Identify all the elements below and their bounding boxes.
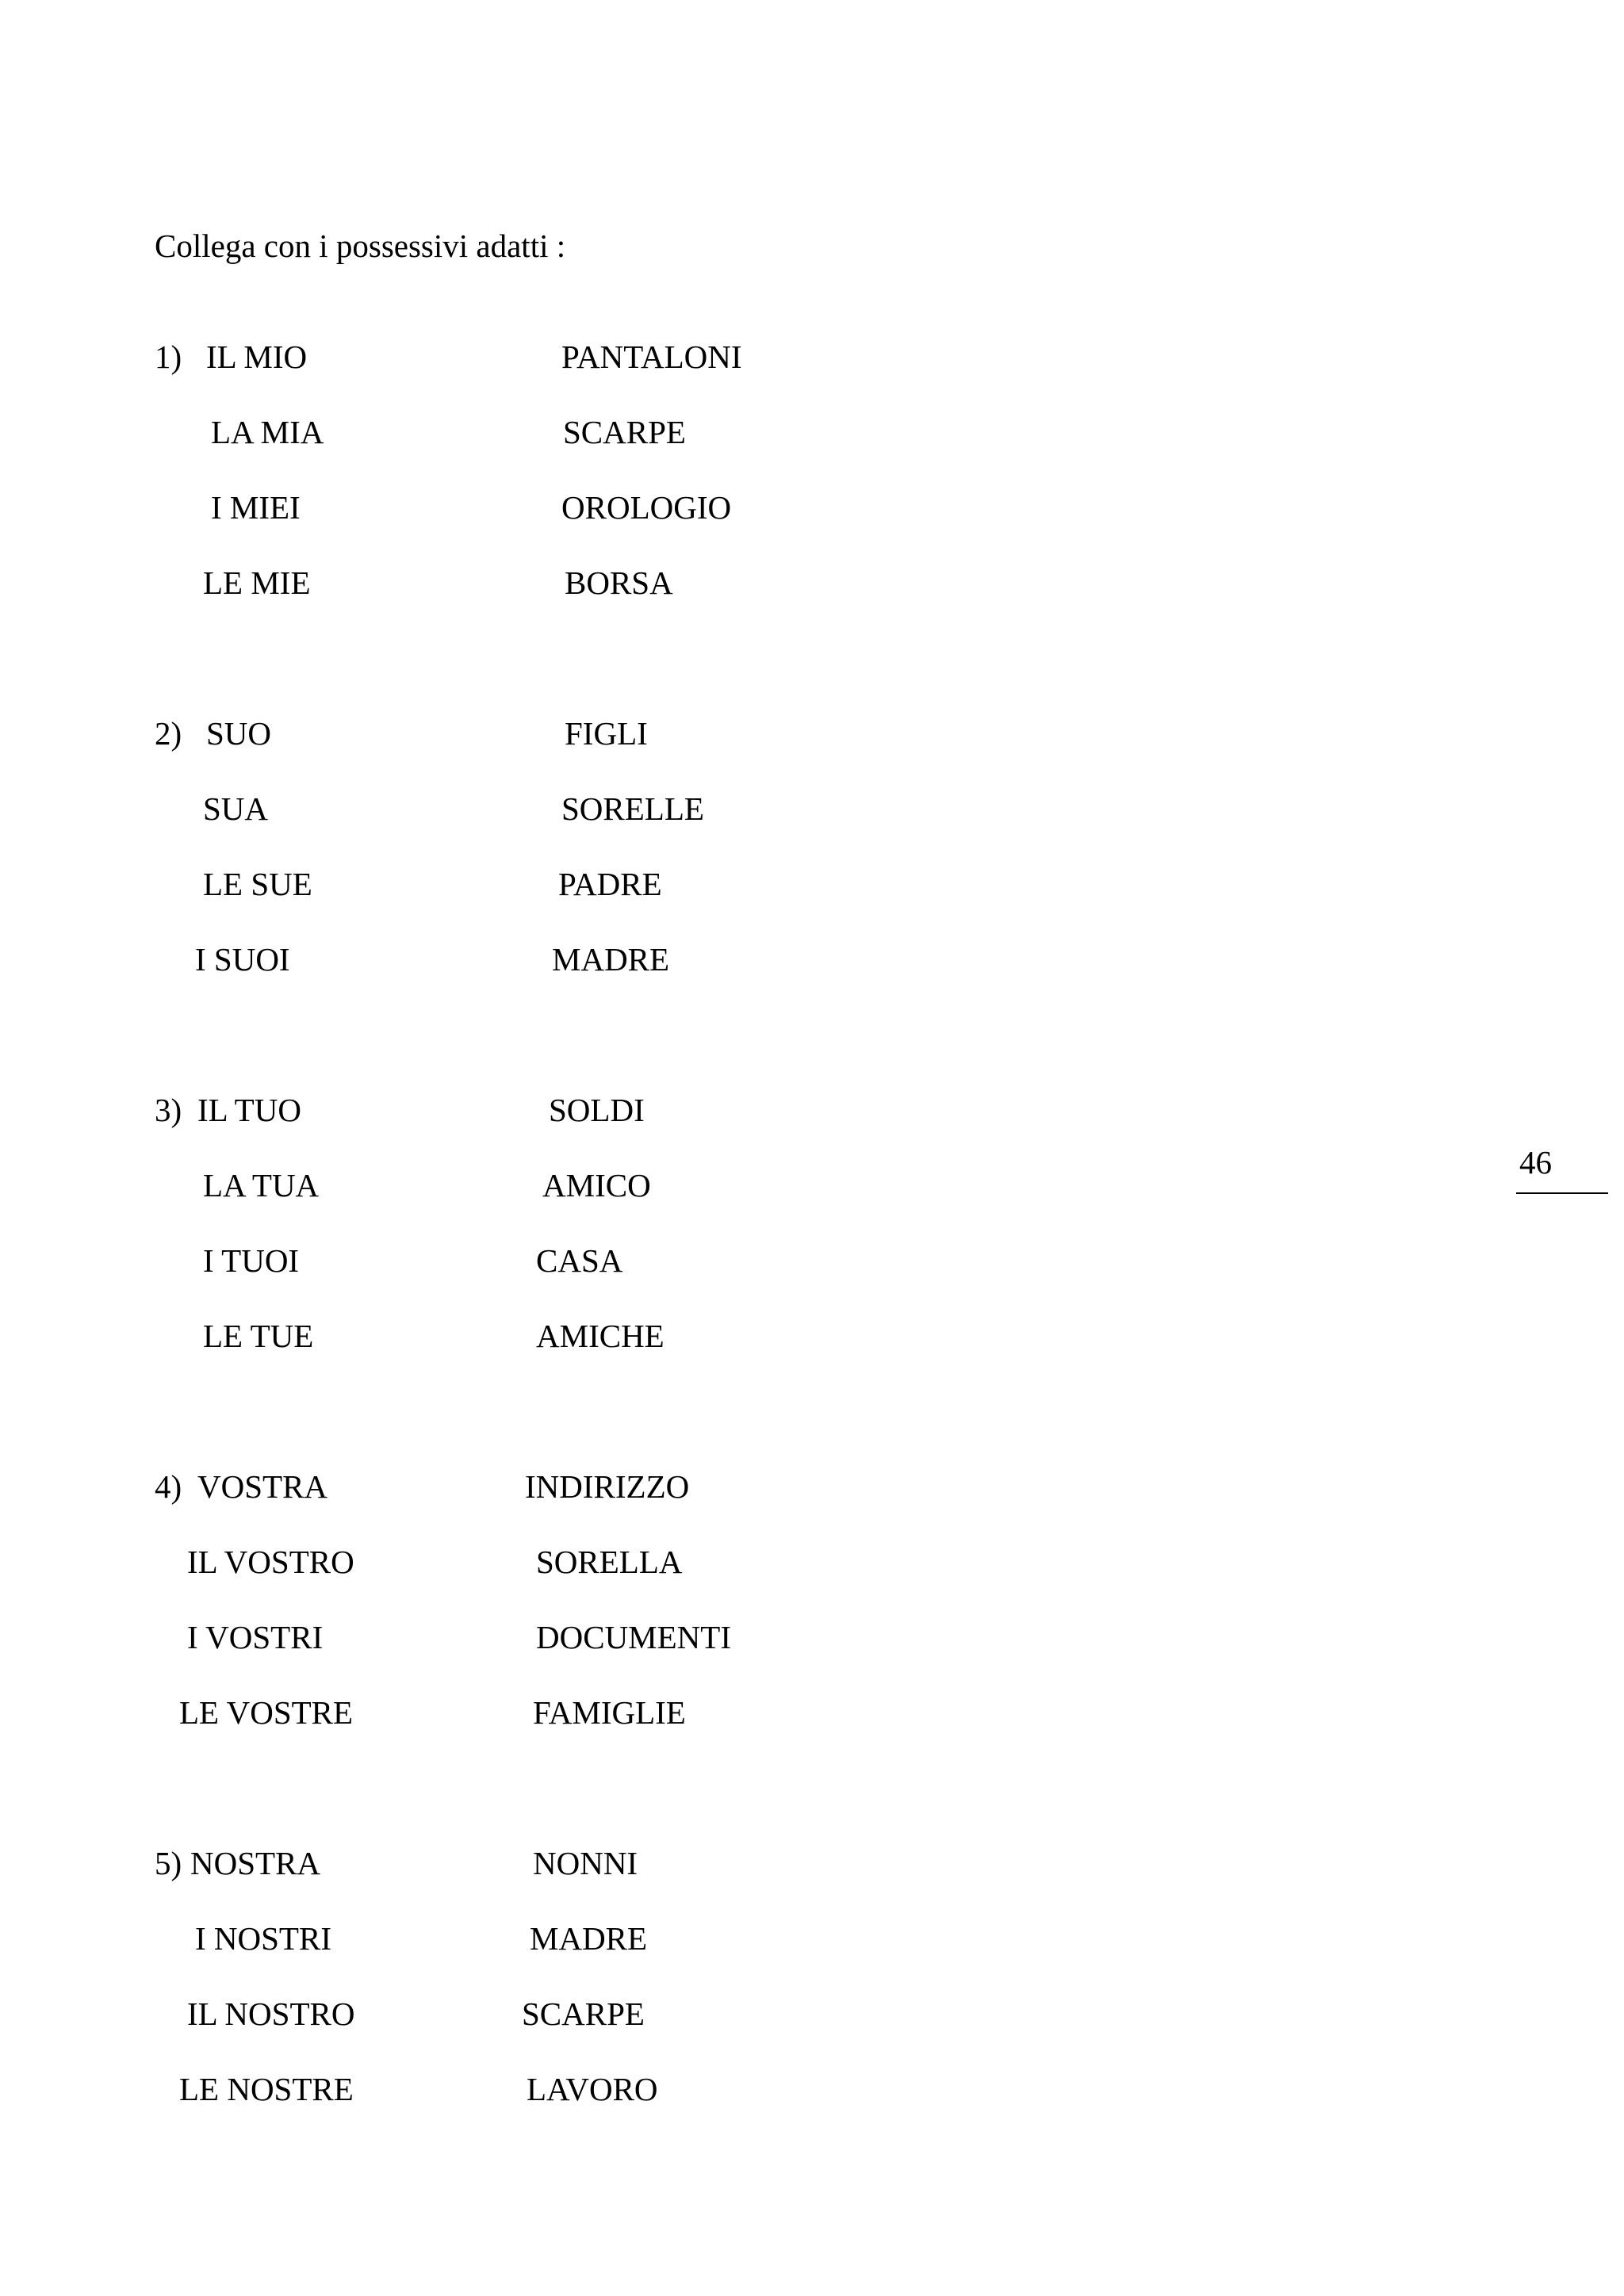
left-item: SUA (203, 790, 269, 827)
right-item: MADRE (530, 1920, 648, 1957)
left-item: LE MIE (203, 564, 311, 601)
right-item: CASA (536, 1242, 623, 1279)
right-item: OROLOGIO (561, 489, 732, 526)
left-item: NOSTRA (190, 1845, 321, 1881)
right-item: SCARPE (522, 1996, 645, 2032)
left-item: IL TUO (197, 1092, 301, 1128)
right-item: SOLDI (549, 1092, 645, 1128)
right-item: INDIRIZZO (525, 1468, 690, 1505)
right-item: SORELLA (536, 1544, 683, 1580)
right-item: SORELLE (561, 790, 704, 827)
exercise-number: 2) (155, 715, 182, 752)
right-item: DOCUMENTI (536, 1619, 731, 1655)
left-item: I NOSTRI (195, 1920, 331, 1957)
left-item: LE VOSTRE (179, 1694, 354, 1731)
right-item: FAMIGLIE (533, 1694, 686, 1731)
instruction: Collega con i possessivi adatti : (155, 228, 566, 264)
right-item: AMICHE (536, 1318, 665, 1354)
left-item: SUO (206, 715, 272, 752)
right-item: FIGLI (565, 715, 648, 752)
left-item: LA TUA (203, 1167, 320, 1203)
left-item: LE NOSTRE (179, 2071, 354, 2107)
exercise-number: 5) (155, 1845, 182, 1881)
left-item: I TUOI (203, 1242, 300, 1279)
left-item: IL VOSTRO (187, 1544, 354, 1580)
left-item: LA MIA (211, 414, 324, 450)
left-item: I VOSTRI (187, 1619, 324, 1655)
left-item: I SUOI (195, 941, 290, 978)
exercise-number: 1) (155, 339, 182, 375)
left-item: IL MIO (206, 339, 308, 375)
exercise-number: 4) (155, 1468, 182, 1505)
right-item: MADRE (552, 941, 670, 978)
right-item: AMICO (542, 1167, 651, 1203)
left-item: I MIEI (211, 489, 301, 526)
right-item: SCARPE (563, 414, 686, 450)
left-item: LE TUE (203, 1318, 314, 1354)
right-item: PANTALONI (561, 339, 742, 375)
left-item: VOSTRA (197, 1468, 328, 1505)
right-item: BORSA (565, 564, 673, 601)
page-number-rule (1516, 1192, 1608, 1194)
page-number: 46 (1519, 1144, 1552, 1181)
right-item: LAVORO (527, 2071, 658, 2107)
right-item: PADRE (558, 866, 662, 902)
left-item: IL NOSTRO (187, 1996, 355, 2032)
right-item: NONNI (533, 1845, 638, 1881)
exercise-number: 3) (155, 1092, 182, 1128)
left-item: LE SUE (203, 866, 312, 902)
